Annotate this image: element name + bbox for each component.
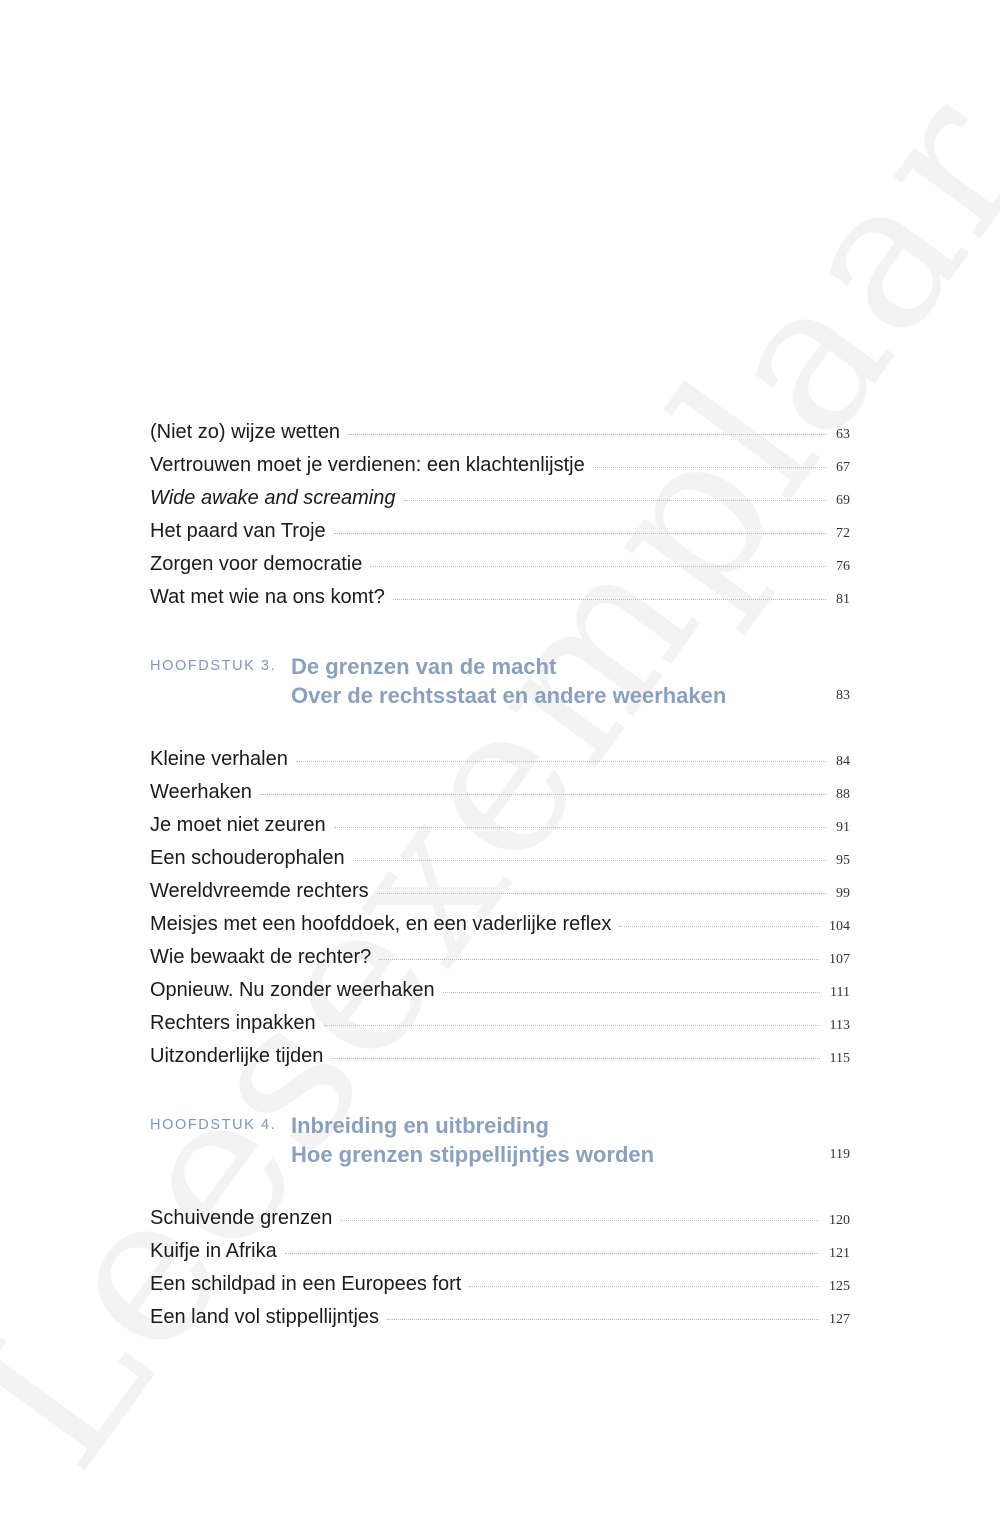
toc-entry[interactable] — [150, 421, 850, 454]
dot-leader — [379, 959, 819, 960]
toc-entry-page: 76 — [836, 559, 850, 574]
toc-entry-title: Wat met wie na ons komt? — [150, 586, 385, 608]
chapter-page: 83 — [836, 688, 850, 703]
toc-entry-page: 127 — [829, 1312, 850, 1327]
toc-entry[interactable] — [150, 1012, 850, 1045]
dot-leader — [619, 926, 819, 927]
toc-entry-page: 91 — [836, 820, 850, 835]
toc-entry[interactable] — [150, 913, 850, 946]
toc-entry-title: Wereldvreemde rechters — [150, 880, 369, 902]
toc-entry-page: 111 — [830, 985, 850, 1000]
chapter-label: HOOFDSTUK 4. — [150, 1117, 277, 1133]
dot-leader — [334, 827, 826, 828]
dot-leader — [285, 1253, 819, 1254]
dot-leader — [404, 500, 827, 501]
toc-entry[interactable] — [150, 847, 850, 880]
toc-entry[interactable] — [150, 553, 850, 586]
chapter-subtitle: Hoe grenzen stippellijntjes worden — [291, 1142, 655, 1167]
toc-entry-page: 107 — [829, 952, 850, 967]
toc-entry[interactable] — [150, 1207, 850, 1240]
toc-entry-title: Je moet niet zeuren — [150, 814, 326, 836]
toc-entry[interactable] — [150, 1240, 850, 1273]
toc-entry-page: 104 — [829, 919, 850, 934]
toc-entry[interactable] — [150, 1306, 850, 1339]
dot-leader — [370, 566, 826, 567]
toc-entry-title: Rechters inpakken — [150, 1012, 316, 1034]
dot-leader — [469, 1286, 819, 1287]
toc-entry-title: Kleine verhalen — [150, 748, 288, 770]
chapter-page: 119 — [829, 1147, 850, 1162]
dot-leader — [296, 761, 826, 762]
toc-entry-page: 69 — [836, 493, 850, 508]
toc-entry-title: Kuifje in Afrika — [150, 1240, 277, 1262]
toc-entry-page: 120 — [829, 1213, 850, 1228]
toc-entry[interactable] — [150, 586, 850, 619]
dot-leader — [593, 467, 826, 468]
toc-entry[interactable] — [150, 520, 850, 553]
toc-entry-page: 72 — [836, 526, 850, 541]
toc-entry-page: 121 — [829, 1246, 850, 1261]
toc-entry-page: 88 — [836, 787, 850, 802]
chapter-subtitle: Over de rechtsstaat en andere weerhaken — [291, 683, 727, 708]
dot-leader — [377, 893, 826, 894]
toc-entry-title: Wie bewaakt de rechter? — [150, 946, 372, 968]
toc-entry-title: Opnieuw. Nu zonder weerhaken — [150, 979, 435, 1001]
dot-leader — [331, 1058, 819, 1059]
toc-entry-page: 115 — [829, 1051, 850, 1066]
toc-entry[interactable] — [150, 487, 850, 520]
toc-entry[interactable] — [150, 979, 850, 1012]
toc-entry-title: Het paard van Troje — [150, 520, 326, 542]
dot-leader — [387, 1319, 819, 1320]
toc-entry-title: Uitzonderlijke tijden — [150, 1045, 324, 1067]
toc-entry-title: Weerhaken — [150, 781, 252, 803]
toc-entry[interactable] — [150, 454, 850, 487]
toc-entry[interactable] — [150, 1273, 850, 1306]
toc-entry-page: 63 — [836, 427, 850, 442]
toc-entry-page: 113 — [829, 1018, 850, 1033]
dot-leader — [353, 860, 826, 861]
toc-entry[interactable] — [150, 1045, 850, 1078]
dot-leader — [324, 1025, 820, 1026]
chapter-heading-4[interactable] — [150, 1113, 850, 1175]
toc-entry[interactable] — [150, 781, 850, 814]
toc-entry[interactable] — [150, 880, 850, 913]
dot-leader — [260, 794, 826, 795]
toc-entry-page: 125 — [829, 1279, 850, 1294]
toc-entry-title: Een schildpad in een Europees fort — [150, 1273, 462, 1295]
toc-entry-title: Zorgen voor democratie — [150, 553, 363, 575]
toc-entry-title: (Niet zo) wijze wetten — [150, 421, 341, 443]
toc-entry-title: Een land vol stippellijntjes — [150, 1306, 380, 1328]
toc-entry-title: Vertrouwen moet je verdienen: een klachtenlijstje — [150, 454, 585, 476]
toc-entry-page: 81 — [836, 592, 850, 607]
toc-entry-title: Een schouderophalen — [150, 847, 345, 869]
dot-leader — [393, 599, 826, 600]
toc-entry-title: Wide awake and screaming — [150, 487, 396, 509]
dot-leader — [334, 533, 826, 534]
chapter-label: HOOFDSTUK 3. — [150, 658, 277, 674]
toc-entry-title: Schuivende grenzen — [150, 1207, 333, 1229]
dot-leader — [443, 992, 820, 993]
chapter-title: Inbreiding en uitbreiding — [291, 1113, 549, 1138]
chapter-heading-3[interactable] — [150, 654, 850, 716]
toc-entry-page: 95 — [836, 853, 850, 868]
toc-entry-title: Meisjes met een hoofddoek, en een vaderlijke reflex — [150, 913, 612, 935]
dot-leader — [340, 1220, 819, 1221]
dot-leader — [348, 434, 826, 435]
toc-entry[interactable] — [150, 748, 850, 781]
toc-entry-page: 67 — [836, 460, 850, 475]
toc-entry[interactable] — [150, 814, 850, 847]
toc-entry-page: 99 — [836, 886, 850, 901]
toc-entry-page: 84 — [836, 754, 850, 769]
toc-entry[interactable] — [150, 946, 850, 979]
chapter-title: De grenzen van de macht — [291, 654, 557, 679]
